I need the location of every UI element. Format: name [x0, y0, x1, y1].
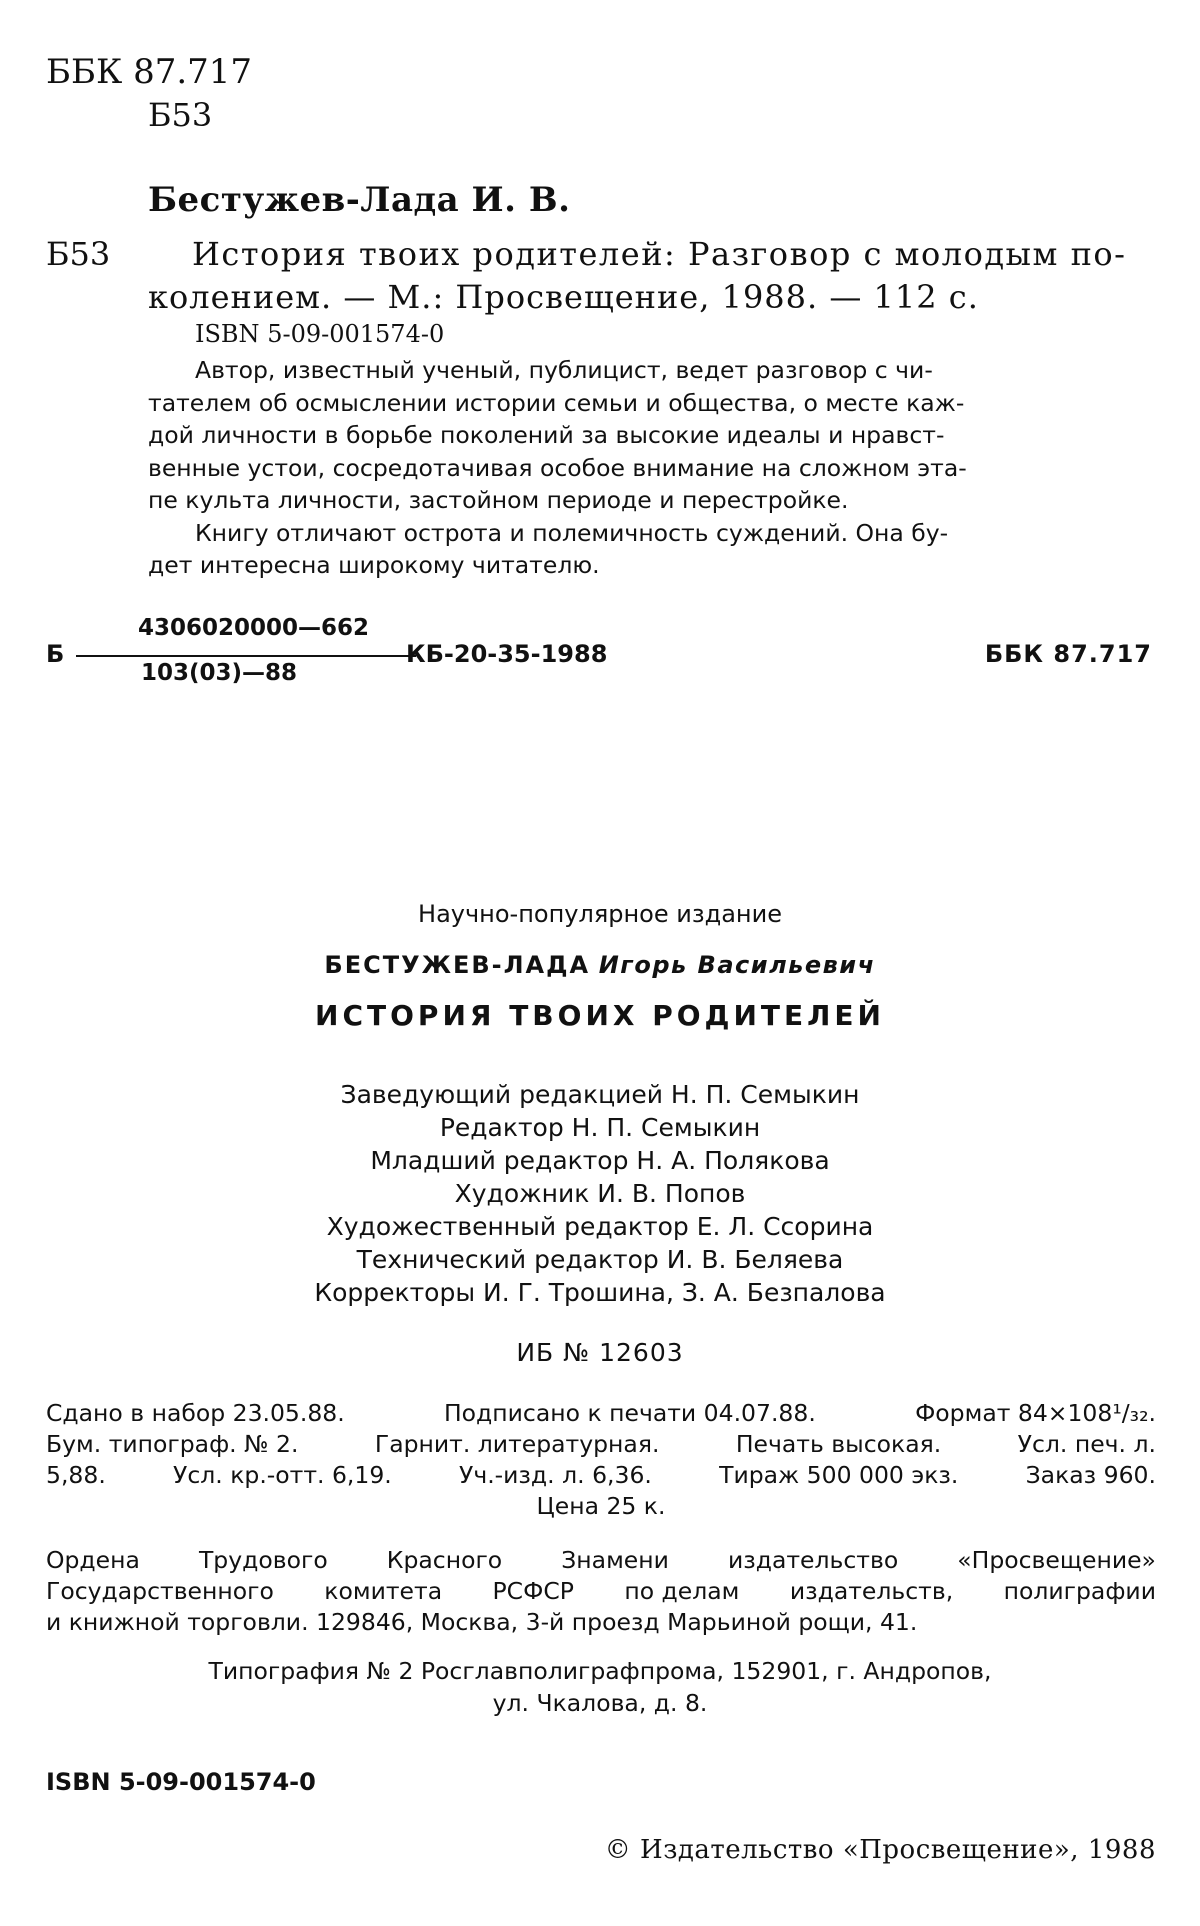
print-details-line	[46, 1398, 1156, 1429]
publisher-line	[46, 1576, 1156, 1607]
publisher-line	[46, 1545, 1156, 1576]
print-detail: Гарнит. литературная.	[374, 1430, 660, 1458]
publisher-word: РСФСР	[492, 1577, 574, 1605]
annotation-line: Автор, известный ученый, публицист, ведет разговор с чи-	[195, 356, 933, 384]
bibliographic-title-line: История твоих родителей: Разговор с молодым по-	[192, 235, 1127, 273]
author-given-name: Игорь Васильевич	[598, 951, 876, 979]
publisher-word: издательств,	[789, 1577, 954, 1605]
book-title: ИСТОРИЯ ТВОИХ РОДИТЕЛЕЙ	[315, 999, 885, 1032]
bbk-code-right: ББК 87.717	[984, 640, 1152, 668]
publisher-word: по делам	[624, 1577, 740, 1605]
print-detail: Заказ 960.	[1025, 1461, 1156, 1489]
staff-line: Художник И. В. Попов	[454, 1179, 746, 1208]
printer-line: Типография № 2 Росглавполиграфпрома, 152901, г. Андропов,	[208, 1657, 992, 1685]
publisher-word: Ордена	[46, 1546, 140, 1574]
print-detail: Сдано в набор 23.05.88.	[46, 1399, 345, 1427]
author-mark-side: Б53	[46, 235, 111, 273]
staff-line: Корректоры И. Г. Трошина, З. А. Безпалова	[314, 1278, 886, 1307]
publisher-word: Трудового	[198, 1546, 328, 1574]
fraction-line	[76, 655, 416, 657]
print-details-line	[46, 1460, 1156, 1491]
print-details	[46, 1398, 1156, 1522]
imprint-author	[0, 951, 1200, 979]
publisher-word: Государственного	[46, 1577, 274, 1605]
edition-type: Научно-популярное издание	[418, 900, 782, 928]
author-heading: Бестужев-Лада И. В.	[148, 180, 571, 220]
staff-line: Художественный редактор Е. Л. Ссорина	[326, 1212, 874, 1241]
ib-number: ИБ № 12603	[516, 1338, 684, 1367]
annotation-line: дой личности в борьбе поколений за высокие идеалы и нравст-	[148, 421, 945, 449]
print-detail: Усл. кр.-отт. 6,19.	[173, 1461, 392, 1489]
staff-list	[0, 1078, 1200, 1309]
price: Цена 25 к.	[536, 1492, 666, 1520]
annotation-line: дет интересна широкому читателю.	[148, 551, 600, 579]
isbn-card: ISBN 5-09-001574-0	[195, 320, 445, 348]
publisher-line	[46, 1607, 1156, 1638]
publisher-word: полиграфии	[1003, 1577, 1156, 1605]
print-detail: Печать высокая.	[735, 1430, 942, 1458]
catalog-codes	[46, 615, 1156, 695]
print-detail: Бум. типограф. № 2.	[46, 1430, 299, 1458]
isbn-bottom: ISBN 5-09-001574-0	[46, 1768, 316, 1796]
publisher-word: «Просвещение»	[957, 1546, 1156, 1574]
staff-line: Технический редактор И. В. Беляева	[356, 1245, 844, 1274]
publisher-word: Красного	[386, 1546, 503, 1574]
print-detail: 5,88.	[46, 1461, 106, 1489]
print-detail: Усл. печ. л.	[1017, 1430, 1156, 1458]
print-detail: Уч.-изд. л. 6,36.	[459, 1461, 652, 1489]
printer-line: ул. Чкалова, д. 8.	[492, 1689, 708, 1717]
publisher-info	[46, 1545, 1156, 1638]
staff-line: Младший редактор Н. А. Полякова	[370, 1146, 830, 1175]
annotation	[148, 354, 1143, 582]
print-details-line	[46, 1429, 1156, 1460]
staff-line: Редактор Н. П. Семыкин	[439, 1113, 761, 1142]
annotation-line: тателем об осмыслении истории семьи и общества, о месте каж-	[148, 388, 965, 417]
publisher-word: комитета	[324, 1577, 443, 1605]
copyright-notice: © Издательство «Просвещение», 1988	[604, 1835, 1156, 1865]
print-detail: Формат 84×108¹/₃₂.	[915, 1399, 1156, 1427]
publisher-word: издательство	[727, 1546, 899, 1574]
printer-info	[0, 1655, 1200, 1719]
bibliographic-title-line: колением. — М.: Просвещение, 1988. — 112 с.	[148, 278, 979, 316]
print-detail: Подписано к печати 04.07.88.	[444, 1399, 816, 1427]
bbk-code: ББК 87.717	[46, 52, 253, 92]
publisher-word: Знамени	[561, 1546, 669, 1574]
print-detail: Тираж 500 000 экз.	[719, 1461, 959, 1489]
annotation-line: Книгу отличают острота и полемичность суждений. Она бу-	[195, 518, 949, 547]
author-mark: Б53	[148, 96, 213, 134]
kb-code: КБ-20-35-1988	[406, 640, 608, 668]
staff-line: Заведующий редакцией Н. П. Семыкин	[340, 1080, 860, 1109]
code-numerator: 4306020000—662	[138, 615, 370, 641]
author-surname: БЕСТУЖЕВ-ЛАДА	[324, 951, 591, 979]
publisher-address: и книжной торговли. 129846, Москва, 3-й проезд Марьиной рощи, 41.	[46, 1608, 918, 1636]
annotation-line: венные устои, сосредотачивая особое внимание на сложном эта-	[148, 453, 967, 482]
annotation-line: пе культа личности, застойном периоде и перестройке.	[148, 486, 849, 514]
code-letter: Б	[46, 640, 65, 668]
code-denominator: 103(03)—88	[141, 660, 298, 686]
